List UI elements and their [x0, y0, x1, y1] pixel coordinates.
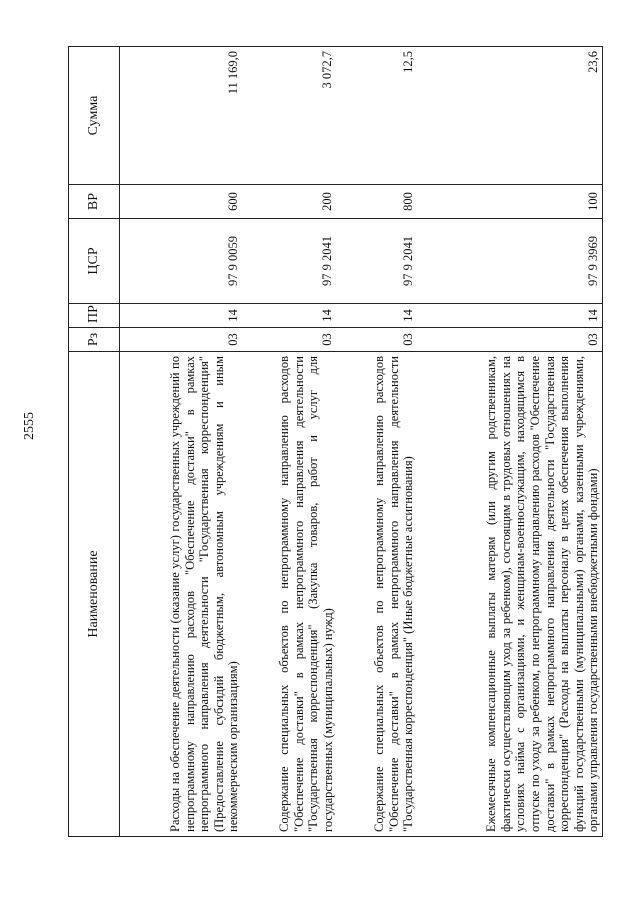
row-rz: 03 [417, 328, 603, 352]
row-pr: 14 [242, 304, 336, 328]
row-rz: 03 [242, 328, 336, 352]
row-sum: 11 169,0 [120, 47, 243, 185]
row-name: Расходы на обеспечение деятельности (оказание услуг) государственных учреждений по непрограммному направлению расходов "Обеспечение доставки" в рамках непрограммного направления деятельности "Государственная корреспонденция" (Предоставление субсидий бюджетным, автономным учреждениям и иным некоммерческим организациям) [120, 352, 243, 837]
row-sum: 3 072,7 [242, 47, 336, 185]
header-csr: ЦСР [69, 219, 120, 304]
row-vr: 200 [242, 185, 336, 219]
table-row [336, 47, 416, 837]
table-header-row [69, 47, 120, 837]
row-sum: 12,5 [336, 47, 416, 185]
row-sum: 23,6 [417, 47, 603, 185]
row-csr: 97 9 2041 [336, 219, 416, 304]
header-vr: ВР [69, 185, 120, 219]
row-pr: 14 [336, 304, 416, 328]
row-pr: 14 [120, 304, 243, 328]
row-rz: 03 [120, 328, 243, 352]
row-pr: 14 [417, 304, 603, 328]
header-rz: Рз [69, 328, 120, 352]
header-sum: Сумма [69, 47, 120, 185]
row-vr: 800 [336, 185, 416, 219]
table-row [242, 47, 336, 837]
budget-table [68, 46, 603, 837]
row-csr: 97 9 0059 [120, 219, 243, 304]
page-number: 2555 [22, 412, 37, 440]
table-row [120, 47, 243, 837]
row-name: Содержание специальных объектов по непрограммному направлению расходов "Обеспечение доставки" в рамках непрограммного направления деятельности "Государственная корреспонденция" (Иные бюджетные ассигнования) [336, 352, 416, 837]
header-pr: ПР [69, 304, 120, 328]
row-rz: 03 [336, 328, 416, 352]
row-csr: 97 9 3969 [417, 219, 603, 304]
row-csr: 97 9 2041 [242, 219, 336, 304]
row-name: Содержание специальных объектов по непрограммному направлению расходов "Обеспечение доставки" в рамках непрограммного направления деятельности "Государственная корреспонденция" (Закупка товаров, работ и услуг для государственных (муниципальных) нужд) [242, 352, 336, 837]
row-name: Ежемесячные компенсационные выплаты матерям (или другим родственникам, фактически осуществляющим уход за ребенком), состоящим в трудовых отношениях на условиях найма с организациями, и женщинам-военнослужащим, находящимся в отпуске по уходу за ребенком, по непрограммному направлению расходов "Обеспечение доставки" в рамках непрограммного направления деятельности "Государственная корреспонденция" (Расходы на выплаты персоналу в целях обеспечения выполнения функций государственными (муниципальными) органами, казенными учреждениями, органами управления государственными внебюджетными фондами) [417, 352, 603, 837]
table-row [417, 47, 603, 837]
row-vr: 600 [120, 185, 243, 219]
row-vr: 100 [417, 185, 603, 219]
header-name: Наименование [69, 352, 120, 837]
